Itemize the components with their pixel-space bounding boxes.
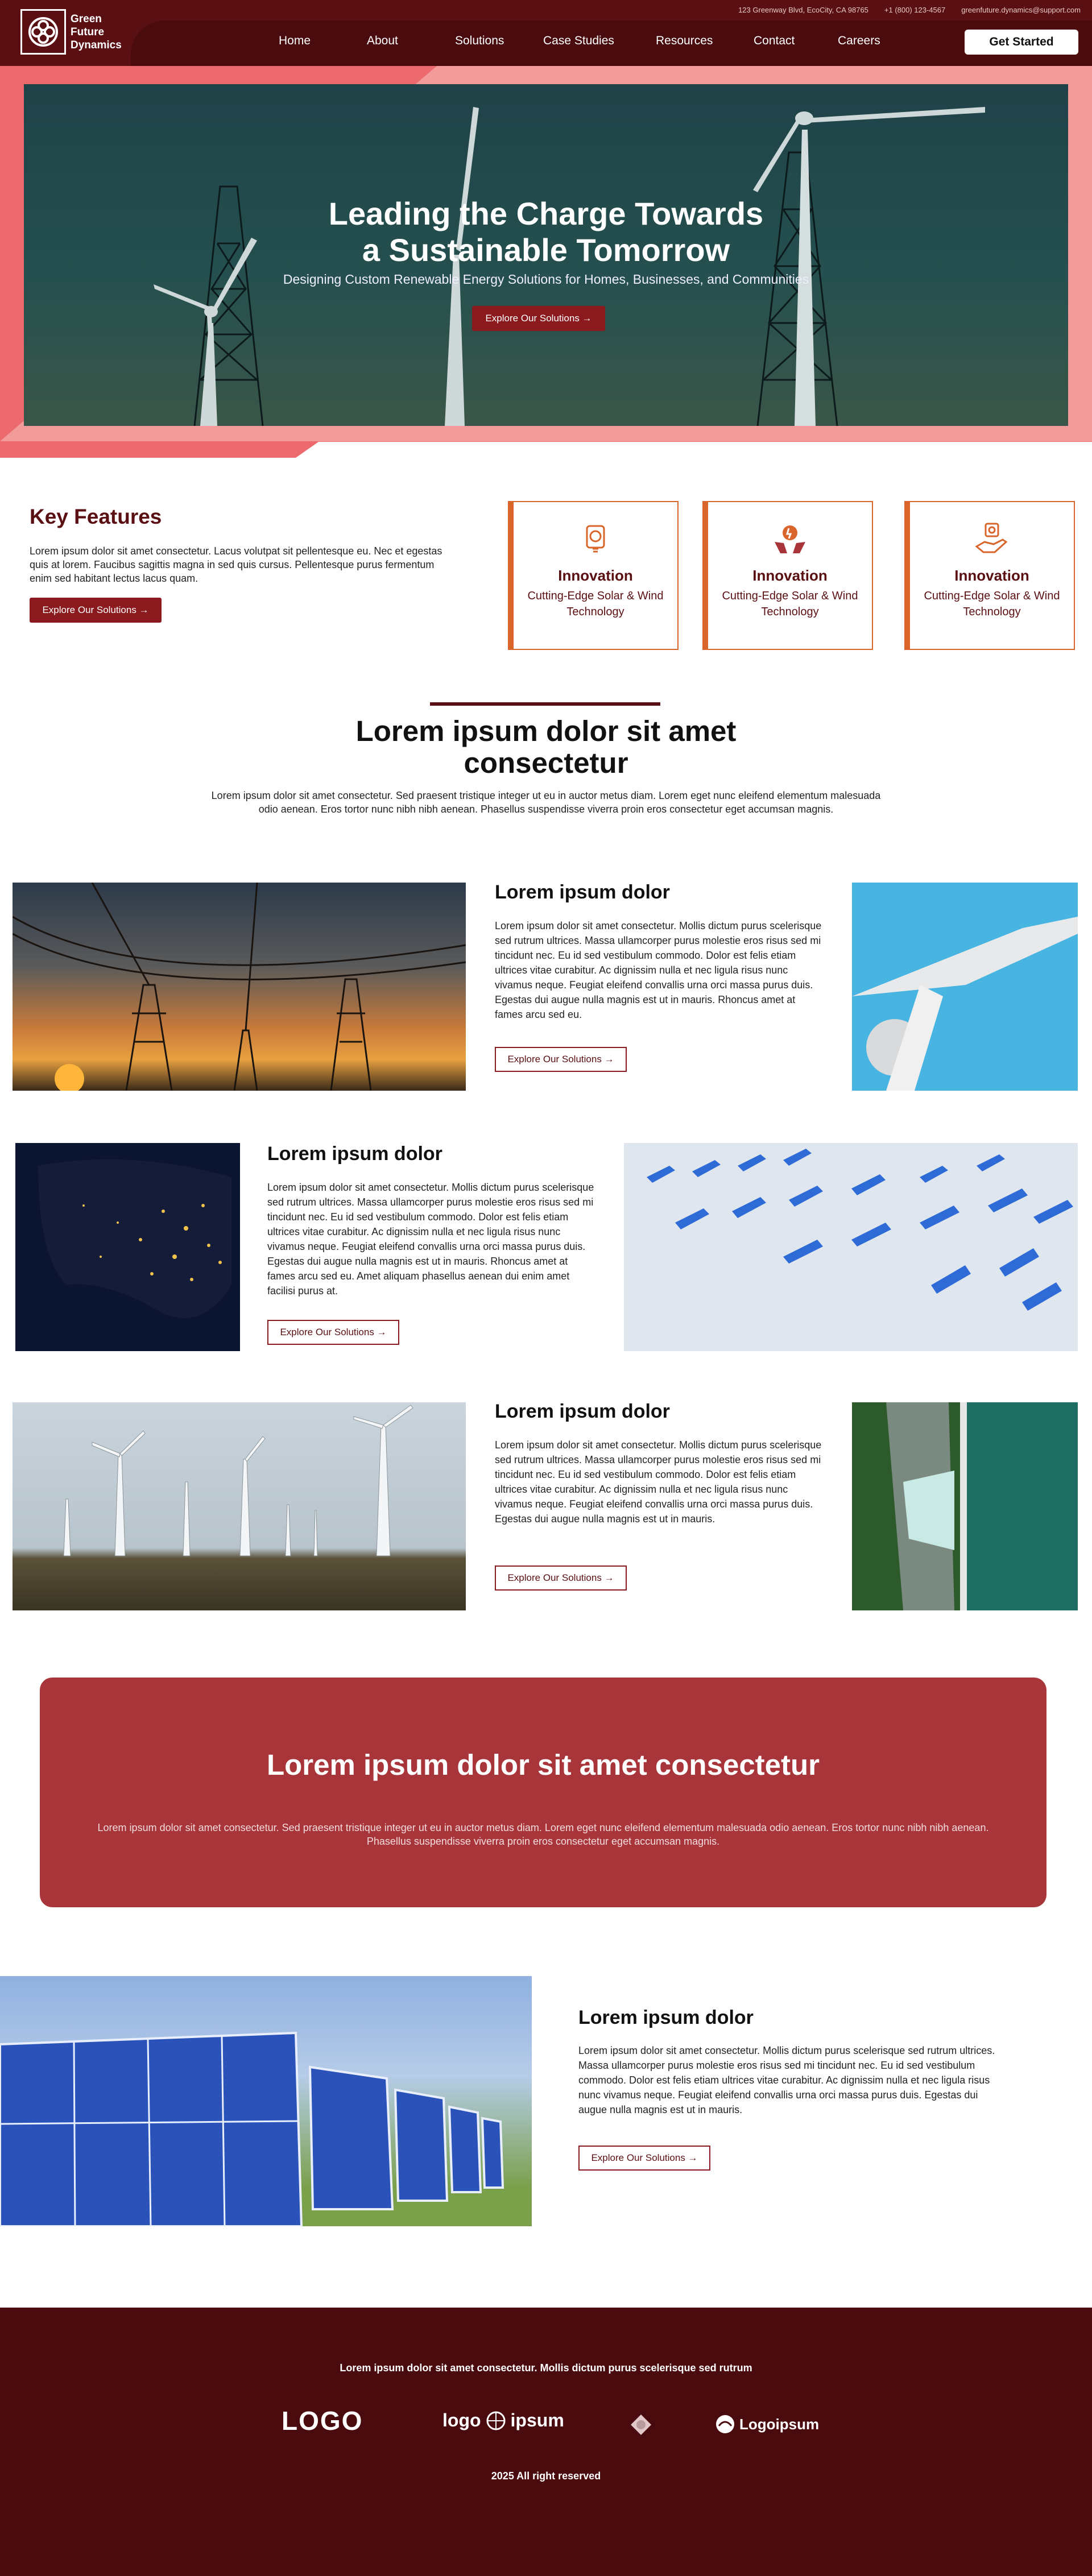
hero-title-line: Leading the Charge Towards — [328, 196, 764, 231]
card-subtitle: Cutting-Edge Solar & Wind Technology — [924, 590, 1060, 618]
row-explore-button[interactable]: Explore Our Solutions → — [495, 1566, 627, 1591]
logoipsum-icon — [714, 2413, 736, 2435]
key-features-explore-button[interactable]: Explore Our Solutions → — [30, 598, 162, 623]
nav-case-studies[interactable]: Case Studies — [543, 34, 614, 47]
solar-panel-icon — [576, 519, 615, 559]
nav-about[interactable]: About — [367, 34, 398, 47]
partner-logo-text: logo — [442, 2410, 481, 2430]
row-title: Lorem ipsum dolor — [495, 881, 670, 903]
email-text[interactable]: greenfuture.dynamics@support.com — [961, 6, 1081, 14]
partner-logo-text: ipsum — [510, 2410, 564, 2430]
globe-icon — [486, 2411, 506, 2431]
partner-logo-text: Logoipsum — [739, 2415, 820, 2433]
brand-line: Dynamics — [71, 39, 122, 51]
wind-farm-illustration — [13, 1402, 466, 1610]
solar-array-illustration — [0, 1976, 532, 2226]
nav-solutions[interactable]: Solutions — [455, 34, 504, 47]
card-subtitle: Cutting-Edge Solar & Wind Technology — [722, 590, 858, 618]
nav-resources[interactable]: Resources — [656, 34, 713, 47]
solar-panels-illustration — [624, 1143, 1078, 1351]
dam-illustration — [852, 1402, 1078, 1610]
wind-turbine-closeup-image — [852, 883, 1078, 1091]
cta-banner — [40, 1678, 1046, 1907]
city-lights-illustration — [15, 1143, 240, 1351]
brand-line: Future — [71, 26, 105, 38]
dam-aerial-image — [852, 1402, 1078, 1610]
feature-card[interactable] — [508, 501, 679, 650]
address-text: 123 Greenway Blvd, EcoCity, CA 98765 — [738, 6, 868, 14]
brand-name — [71, 13, 139, 52]
intro-text: Lorem ipsum dolor sit amet consectetur. Sed praesent tristique integer ut eu in auctor metus diam. Lorem eget nunc eleifend elementum malesuada odio aenean. Eros tortor nunc nibh nibh aenean. Phasellus suspendisse viverra proin eros consectetur eget accumsan magnis. — [211, 790, 881, 815]
row-text: Lorem ipsum dolor sit amet consectetur. Mollis dictum purus scelerisque sed rutrum ultrices. Massa ullamcorper purus molestie eros risus sed mi tincidunt nec. Eu id sed vestibulum commodo. Dolor est felis etiam ultrices vitae curabitur. Ac dignissim nulla et nec ligula risus nunc vivamus neque. Feugiat eleifend convallis urna orci massa purus duis. Egestas dui augue nulla magnis est ut in mauris. — [578, 2045, 995, 2115]
footer-text: Lorem ipsum dolor sit amet consectetur. Mollis dictum purus scelerisque sed rutrum — [340, 2362, 752, 2374]
hero-subtitle: Designing Custom Renewable Energy Solutions for Homes, Businesses, and Communities — [283, 272, 809, 287]
nav-contact[interactable]: Contact — [754, 34, 795, 47]
turbine-blade-illustration — [852, 883, 1078, 1091]
key-features-text: Lorem ipsum dolor sit amet consectetur. Lacus volutpat sit pellentesque eu. Nec et egestas quis at lorem. Faucibus sagittis magna in sed quis cursus. Pellentesque purus fermentum enim sed habitant lectus lacus quam. — [30, 545, 442, 584]
section-divider — [430, 702, 660, 706]
brand-logo[interactable] — [20, 9, 139, 55]
power-lines-sunset-image — [13, 883, 466, 1091]
hero-title-line: a Sustainable Tomorrow — [362, 232, 730, 268]
row-text: Lorem ipsum dolor sit amet consectetur. Mollis dictum purus scelerisque sed rutrum ultrices. Massa ullamcorper purus molestie eros risus sed mi tincidunt nec. Eu id sed vestibulum commodo. Dolor est felis etiam ultrices vitae curabitur. Ac dignissim nulla et nec ligula risus nunc vivamus neque. Feugiat eleifend convallis urna orci massa purus duis. Egestas dui augue nulla magnis est ut in mauris. — [495, 1439, 822, 1525]
row-title: Lorem ipsum dolor — [267, 1143, 442, 1165]
hero-title — [24, 196, 1068, 268]
row-title: Lorem ipsum dolor — [495, 1401, 670, 1422]
nav-home[interactable]: Home — [279, 34, 311, 47]
intro-title: Lorem ipsum dolor sit amet consectetur — [355, 715, 737, 779]
row-title: Lorem ipsum dolor — [578, 2007, 754, 2028]
night-earth-lights-image — [15, 1143, 240, 1351]
feature-card[interactable] — [702, 501, 873, 650]
energy-hands-icon — [770, 519, 810, 559]
hero-banner — [24, 84, 1068, 426]
hand-gear-icon — [972, 519, 1012, 559]
row-explore-button[interactable]: Explore Our Solutions → — [495, 1047, 627, 1072]
copyright-text: 2025 All right reserved — [491, 2470, 601, 2482]
partner-logo-mark-icon — [630, 2413, 652, 2439]
last-row-explore-button[interactable]: Explore Our Solutions → — [578, 2146, 710, 2171]
card-title: Innovation — [752, 567, 828, 584]
card-title: Innovation — [558, 567, 633, 584]
card-subtitle: Cutting-Edge Solar & Wind Technology — [527, 590, 664, 618]
contact-info — [738, 6, 1081, 14]
phone-text[interactable]: +1 (800) 123-4567 — [884, 6, 946, 14]
key-features-title: Key Features — [30, 505, 162, 528]
solar-panels-image — [0, 1976, 532, 2226]
partner-logo — [442, 2410, 564, 2431]
partner-logo: LOGO — [282, 2406, 363, 2436]
nav-careers[interactable]: Careers — [838, 34, 880, 47]
wind-farm-image — [13, 1402, 466, 1610]
main-nav — [279, 34, 926, 48]
banner-text: Lorem ipsum dolor sit amet consectetur. Sed praesent tristique integer ut eu in auctor metus diam. Lorem eget nunc eleifend elementum malesuada odio aenean. Eros tortor nunc nibh nibh aenean. Phasellus suspendisse viverra proin eros consectetur eget accumsan magnis. — [97, 1822, 989, 1847]
row-text: Lorem ipsum dolor sit amet consectetur. Mollis dictum purus scelerisque sed rutrum ultrices. Massa ullamcorper purus molestie eros risus sed mi tincidunt nec. Eu id sed vestibulum commodo. Dolor est felis etiam ultrices vitae curabitur. Ac dignissim nulla et nec ligula risus nunc vivamus neque. Feugiat eleifend convallis urna orci massa purus duis. Egestas dui augue nulla magnis est ut in mauris. Rhoncus amet at fames arcu sed eu. Amet aliquam phasellus aenean dui enim amet facilisi purus at. — [267, 1182, 594, 1297]
banner-title: Lorem ipsum dolor sit amet consectetur — [266, 1749, 820, 1781]
partner-logo — [714, 2413, 819, 2435]
get-started-button[interactable]: Get Started — [965, 30, 1078, 55]
pylons-illustration — [13, 883, 466, 1091]
hero-explore-button[interactable]: Explore Our Solutions → — [472, 306, 605, 331]
footer — [0, 2308, 1092, 2576]
feature-card[interactable] — [904, 501, 1075, 650]
row-explore-button[interactable]: Explore Our Solutions → — [267, 1320, 399, 1345]
brand-line: Green — [71, 13, 102, 25]
solar-field-aerial-image — [624, 1143, 1078, 1351]
card-title: Innovation — [954, 567, 1029, 584]
logo-mark-icon — [20, 9, 66, 55]
row-text: Lorem ipsum dolor sit amet consectetur. Mollis dictum purus scelerisque sed rutrum ultrices. Massa ullamcorper purus molestie eros risus sed mi tincidunt nec. Eu id sed vestibulum commodo. Dolor est felis etiam ultrices vitae curabitur. Ac dignissim nulla et nec ligula risus nunc vivamus neque. Feugiat eleifend convallis urna orci massa purus duis. Egestas dui augue nulla magnis est ut in mauris. Rhoncus amet at fames arcu sed eu. — [495, 920, 822, 1020]
